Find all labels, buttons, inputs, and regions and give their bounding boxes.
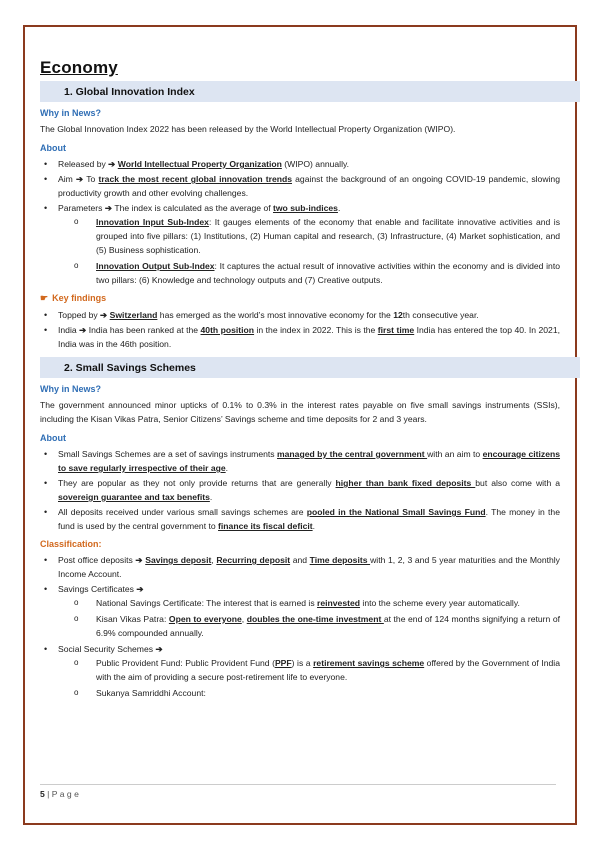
list-item: o Public Provident Fund: Public Provident Fund (PPF) is a retirement savings scheme offered by the Government of India with the aim of providing a secure post-retirement life to everyone. — [58, 656, 560, 684]
list-item: • Released by ➔ World Intellectual Property Organization (WIPO) annually. — [40, 157, 560, 171]
why-in-news-text: The government announced minor upticks of 0.1% to 0.3% in the interest rates payable on five small savings instruments (SSIs), including the Kisan Vikas Patra, Senior Citizens’ Savings scheme and time deposits for 2 and 3 years. — [40, 400, 560, 424]
list-item: • Small Savings Schemes are a set of savings instruments managed by the central government with an aim to encourage citizens to save regularly irrespective of their age. — [40, 447, 560, 475]
list-item: • They are popular as they not only provide returns that are generally higher than bank fixed deposits but also come with a sovereign guarantee and tax benefits. — [40, 476, 560, 504]
about-heading: About — [40, 433, 66, 443]
list-item: • Social Security Schemes ➔ o Public Provident Fund: Public Provident Fund (PPF) is a retirement savings scheme offered by the Government of India with the aim of providing a secure post-retirement life to everyone. o Sukanya Samriddhi Account: — [40, 642, 560, 700]
savings-certificates-list — [58, 596, 560, 640]
list-item: • All deposits received under various small savings schemes are pooled in the National Small Savings Fund. The money in the fund is used by the central government to finance its fiscal deficit. — [40, 505, 560, 533]
list-item: • Parameters ➔ The index is calculated as the average of two sub-indices. o Innovation Input Sub-Index: It gauges elements of the economy that enable and facilitate innovative activities and is grouped into five pillars: (1) Institutions, (2) Human capital and research, (3) Infrastructure, (4) Market sophistication, and (5) Business sophistication. o Innovation Output Sub-Index: It captures the actual result of innovative activities within the economy and is divided into two pillars: (6) Knowledge and technology outputs and (7) Creative outputs. — [40, 201, 560, 287]
page-title: Economy — [40, 58, 118, 77]
arrow-icon: ➔ — [79, 325, 89, 335]
section-header-global-innovation-index: 1. Global Innovation Index — [40, 81, 580, 102]
about-list — [40, 447, 560, 533]
page-footer — [40, 784, 556, 799]
list-item: o Innovation Input Sub-Index: It gauges elements of the economy that enable and facilitate innovative activities and is grouped into five pillars: (1) Institutions, (2) Human capital and research, (3) Infrastructure, (4) Market sophistication, and (5) Business sophistication. — [58, 215, 560, 257]
arrow-icon: ➔ — [136, 584, 144, 594]
arrow-icon: ➔ — [104, 203, 115, 213]
list-item: o Kisan Vikas Patra: Open to everyone, doubles the one-time investment at the end of 124 months signifying a return of 6.9% compounded annually. — [58, 612, 560, 640]
list-item: • India ➔ India has been ranked at the 40th position in the index in 2022. This is the first time India has entered the top 40. In 2021, India was in the 46th position. — [40, 323, 560, 351]
why-in-news-heading: Why in News? — [40, 108, 102, 118]
why-in-news-heading: Why in News? — [40, 384, 102, 394]
arrow-icon: ➔ — [75, 174, 87, 184]
list-item: o Innovation Output Sub-Index: It captures the actual result of innovative activities within the economy and is divided into two pillars: (6) Knowledge and technology outputs and (7) Creative outputs. — [58, 259, 560, 287]
list-item: • Aim ➔ To track the most recent global innovation trends against the background of an ongoing COVID-19 pandemic, slowing productivity growth and other evolving challenges. — [40, 172, 560, 200]
social-security-list — [58, 656, 560, 700]
arrow-icon: ➔ — [100, 310, 110, 320]
footer-separator: | — [44, 789, 52, 799]
footer-label: P a g e — [51, 789, 79, 799]
arrow-icon: ➔ — [108, 159, 118, 169]
key-findings-heading: ☛ Key findings — [40, 293, 107, 303]
arrow-icon: ➔ — [155, 644, 163, 654]
about-heading: About — [40, 143, 66, 153]
arrow-icon: ➔ — [135, 555, 146, 565]
list-item: • Post office deposits ➔ Savings deposit, Recurring deposit and Time deposits with 1, 2, 3 and 5 year maturities and the Monthly Income Account. — [40, 553, 560, 581]
classification-heading: Classification: — [40, 539, 102, 549]
pointing-hand-icon: ☛ — [40, 293, 49, 303]
document-body — [40, 58, 560, 706]
list-item: • Topped by ➔ Switzerland has emerged as the world’s most innovative economy for the 12th consecutive year. — [40, 308, 560, 322]
classification-list — [40, 553, 560, 700]
sub-index-list — [58, 215, 560, 287]
key-findings-list — [40, 308, 560, 351]
list-item: • Savings Certificates ➔ o National Savings Certificate: The interest that is earned is reinvested into the scheme every year automatically. o Kisan Vikas Patra: Open to everyone, doubles the one-time investment at the end of 124 months signifying a return of 6.9% compounded annually. — [40, 582, 560, 640]
why-in-news-text: The Global Innovation Index 2022 has been released by the World Intellectual Property Organization (WIPO). — [40, 124, 456, 134]
list-item: o National Savings Certificate: The interest that is earned is reinvested into the scheme every year automatically. — [58, 596, 560, 610]
about-list — [40, 157, 560, 287]
page-number: 5 — [40, 789, 45, 799]
section-header-small-savings-schemes: 2. Small Savings Schemes — [40, 357, 580, 378]
list-item: o Sukanya Samriddhi Account: — [58, 686, 560, 700]
